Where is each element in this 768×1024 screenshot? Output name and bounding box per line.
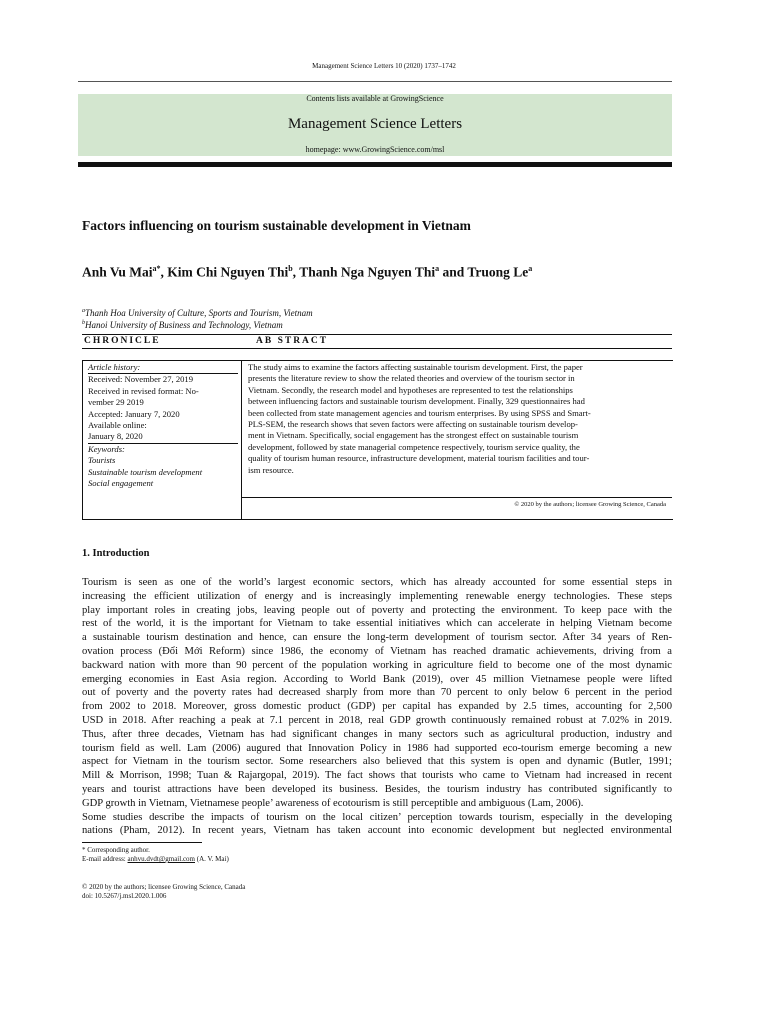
body-line: emerging economies in East Asia region. According to World Bank (2019), over 45 million Vietnamese people were lifted	[82, 673, 672, 685]
keywords-label: Keywords:	[88, 443, 125, 454]
abstract-line: The study aims to examine the factors affecting sustainable tourism development. First, the paper	[248, 362, 583, 372]
abstract-line: development, followed by state managerial competence respectively, tourism service quality, the	[248, 441, 580, 452]
section-rule	[82, 334, 672, 335]
body-line: Some studies describe the impacts of tourism on the local citizen’ perception towards tourism, especially in the developing	[82, 811, 672, 823]
abstract-copyright: © 2020 by the authors; licensee Growing Science, Canada	[514, 501, 666, 508]
author-separator: ,	[292, 264, 300, 280]
journal-homepage[interactable]: homepage: www.GrowingScience.com/msl	[305, 145, 445, 154]
author-name: Anh Vu Mai	[82, 264, 153, 280]
author-separator: and	[439, 264, 468, 280]
abstract-line: ism resource.	[248, 464, 294, 475]
body-line: increasing the efficient utilization of energy and is increasingly implementing renewable energy technologies. These steps	[82, 590, 672, 602]
abstract-rule	[241, 497, 672, 498]
body-line: USD in 2018. After reaching a peak at 7.1 percent in 2018, real GDP growth continuously remained robust at 7.02% in 2019.	[82, 714, 672, 726]
email-link[interactable]: anhvu.dvdt@gmail.com	[127, 855, 195, 863]
footer-copyright: © 2020 by the authors; licensee Growing Science, Canada	[82, 883, 246, 891]
chronicle-content	[88, 362, 238, 489]
body-line: nations (Pham, 2012). In recent years, Vietnam has taken account into economic development but neglected environmental	[82, 825, 672, 837]
body-line: out of poverty and the poverty rates had decreased sharply from more than 70 percent to only below 6 percent in the period	[82, 687, 672, 699]
doi[interactable]: doi: 10.5267/j.msl.2020.1.006	[82, 892, 167, 900]
author-sup: b	[288, 264, 293, 273]
keyword: Social engagement	[88, 478, 154, 489]
abstract-line: ment in Vietnam. Specifically, social engagement has the strongest effect on sustainable tourism	[248, 430, 579, 441]
affiliation-sup: a	[82, 308, 85, 314]
article-history-label: Article history:	[88, 362, 141, 372]
author-sup: a	[528, 264, 533, 273]
author-separator: ,	[160, 264, 168, 280]
body-line: ovation process (Đổi Mới Reform) since 1986, the economy of Vietnam has reached dramatic achievements, driving from a	[82, 645, 672, 657]
footnote-rule	[82, 842, 202, 843]
abstract-line: been collected from state management agencies and tourism enterprises. By using SPSS and Smart-	[248, 407, 591, 418]
body-line: play important roles in creating jobs, leaving people out of poverty and protecting the environment. To keep pace with the	[82, 604, 672, 616]
email-label: E-mail address:	[82, 855, 126, 863]
body-line: Tourism is seen as one of the world’s largest economic sectors, which has already accounted for some essential steps in	[82, 577, 672, 588]
body-line: Thus, after three decades, Vietnam has had significant changes in many sectors such as agricultural production, industry and	[82, 728, 672, 740]
body-line: a sustainable tourism destination and hence, can ensure the long-term development of tourism sector. After 34 years of Ren-	[82, 632, 672, 644]
body-line: from 2002 to 2018. Moreover, gross domestic product (GDP) per capital has expanded by 2.5 times, accounting for 2,500	[82, 701, 672, 713]
paper-title: Factors influencing on tourism sustainable development in Vietnam	[82, 218, 471, 233]
running-head: Management Science Letters 10 (2020) 1737–1742	[312, 62, 456, 70]
keyword: Sustainable tourism development	[88, 466, 203, 477]
author-name: Thanh Nga Nguyen Thi	[299, 264, 436, 280]
corresponding-author-note: * Corresponding author.	[82, 846, 150, 854]
author-sup: a	[435, 264, 440, 273]
history-line: January 8, 2020	[88, 431, 143, 442]
header-rule	[78, 81, 672, 82]
abstract-line: Vietnam. Secondly, the research model and hypotheses are represented to test the relationships	[248, 384, 573, 395]
abstract-line: quality of tourism human resource, infrastructure development, material tourism facilities and tour-	[248, 453, 590, 464]
affiliation	[82, 308, 313, 318]
affiliation-text: Thanh Hoa University of Culture, Sports and Tourism, Vietnam	[85, 308, 313, 318]
body-line: GDP growth in Vietnam, Vietnamese people’ awareness of ecotourism is still perceptible and ambiguous (Lam, 2006).	[82, 797, 584, 809]
section-heading: 1. Introduction	[82, 548, 150, 559]
history-line: Available online:	[88, 420, 147, 431]
author-sup: a*	[152, 264, 161, 273]
author-list	[82, 264, 532, 281]
contents-available-text: Contents lists available at GrowingScience	[306, 94, 444, 103]
section-rule	[82, 348, 672, 349]
introduction-body	[82, 576, 672, 838]
body-line: aspect for Vietnam in the tourism sector. Some researchers also believed that this system is open and dynamic (Butler, 1991;	[82, 756, 672, 768]
body-line: rest of the world, it is the important for Vietnam to take essential initiatives which can accelerate in helping Vietnam become	[82, 618, 672, 630]
author-name: Truong Le	[467, 264, 529, 280]
affiliation	[82, 320, 283, 330]
email-suffix: (A. V. Mai)	[196, 855, 229, 863]
abstract-heading: AB STRACT	[256, 336, 329, 346]
abstract-text	[248, 362, 666, 476]
body-line: years and tourist attractions have been developed its business. Besides, the tourism industry has contributed significantly to	[82, 783, 672, 795]
history-line: Received in revised format: No-	[88, 385, 199, 396]
history-line: Received: November 27, 2019	[88, 374, 194, 385]
affiliation-sup: b	[82, 320, 85, 326]
body-line: Mill & Morrison, 1998; Tuan & Rajargopal, 2019). The fact shows that tourists who came to Vietnam had increased in recent	[82, 770, 672, 782]
abstract-line: presents the literature review to show the related theories and overview of the tourism sector in	[248, 373, 575, 384]
banner-thick-rule	[78, 162, 672, 167]
history-line: Accepted: January 7, 2020	[88, 408, 180, 419]
body-line: tourism field as well. Lam (2006) augured that Innovation Policy in 1986 had supported eco-tourism emerge becoming a new	[82, 742, 672, 754]
abstract-line: PLS-SEM, the research shows that seven factors were affecting on sustainable tourism develop-	[248, 419, 578, 430]
journal-title: Management Science Letters	[287, 116, 463, 132]
affiliation-text: Hanoi University of Business and Technology, Vietnam	[85, 320, 283, 330]
chronicle-heading: CHRONICLE	[84, 336, 161, 346]
keyword: Tourists	[88, 455, 116, 466]
email-footnote	[82, 855, 229, 863]
body-line: backward nation with more than 90 percent of the population working in agriculture field to become one of the most dynamic	[82, 659, 672, 671]
abstract-line: between influencing factors and sustainable tourism development. Finally, 329 questionnaires had	[248, 396, 585, 407]
author-name: Kim Chi Nguyen Thi	[167, 264, 289, 280]
history-line: vember 29 2019	[88, 397, 144, 408]
